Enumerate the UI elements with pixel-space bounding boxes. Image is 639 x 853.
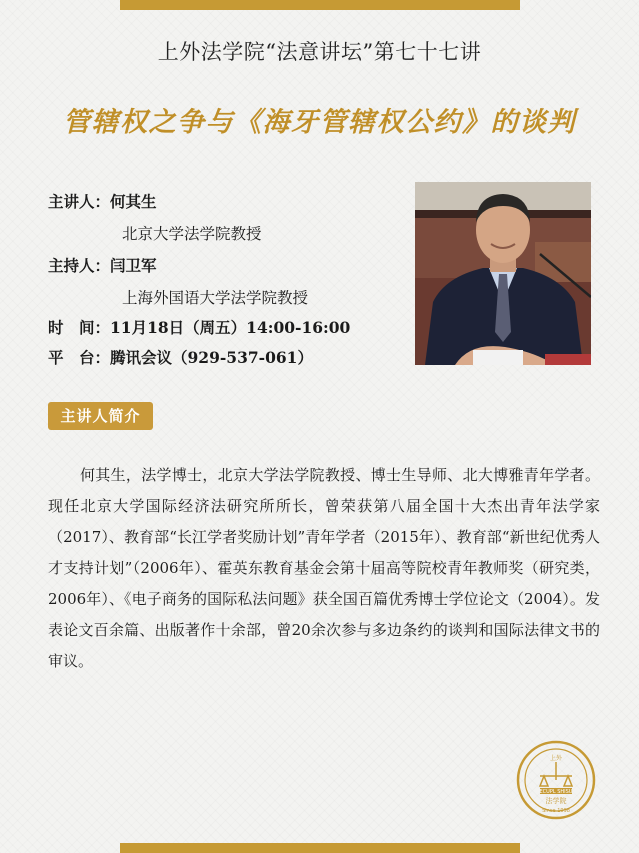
bottom-decorative-bar: [120, 843, 520, 853]
speaker-bio: 何其生，法学博士，北京大学法学院教授、博士生导师、北大博雅青年学者。现任北京大学国际经济法研究所所长，曾荣获第八届全国十大杰出青年法学家（2017）、教育部“长江学者奖励计划”青年学者（2015年）、教育部“新世纪优秀人才支持计划”（2006年）、霍英东教育基金会第十届高等院校青年教师奖（研究类，2006年）、《电子商务的国际私法问题》获全国百篇优秀博士学位论文（2004）。发表论文百余篇、出版著作十余部，曾20余次参与多边条约的谈判和国际法律文书的审议。: [48, 466, 600, 670]
host-name: 闫卫军: [110, 256, 157, 275]
school-seal-logo: [516, 740, 596, 820]
talk-title: 管辖权之争与《海牙管辖权公约》的谈判: [63, 107, 576, 138]
seal-year: Since 1998: [542, 808, 570, 814]
host-label: 主持人：: [48, 256, 111, 275]
time-label: 时 间：: [48, 318, 111, 337]
lecture-series-title: 上外法学院“法意讲坛”第七十七讲: [157, 40, 482, 64]
seal-text-mid: 法学院: [545, 797, 567, 805]
speaker-row: [48, 190, 157, 212]
platform-row: [48, 346, 313, 368]
time-row: [48, 316, 350, 338]
platform-label: 平 台：: [48, 348, 111, 367]
speaker-label: 主讲人：: [48, 192, 111, 211]
speaker-title: 北京大学法学院教授: [122, 225, 262, 243]
platform-value: 腾讯会议（929-537-061）: [110, 348, 313, 367]
bio-section-heading: 主讲人简介: [48, 402, 153, 430]
top-decorative-bar: [120, 0, 520, 10]
host-row: [48, 254, 157, 276]
speaker-photo: [415, 182, 591, 365]
speaker-name: 何其生: [110, 192, 157, 211]
time-value: 11月18日（周五）14:00-16:00: [110, 318, 351, 337]
seal-text-top: 上外: [549, 755, 563, 762]
seal-text-en: ECUPL SHISU: [539, 789, 573, 795]
host-title: 上海外国语大学法学院教授: [122, 289, 309, 307]
